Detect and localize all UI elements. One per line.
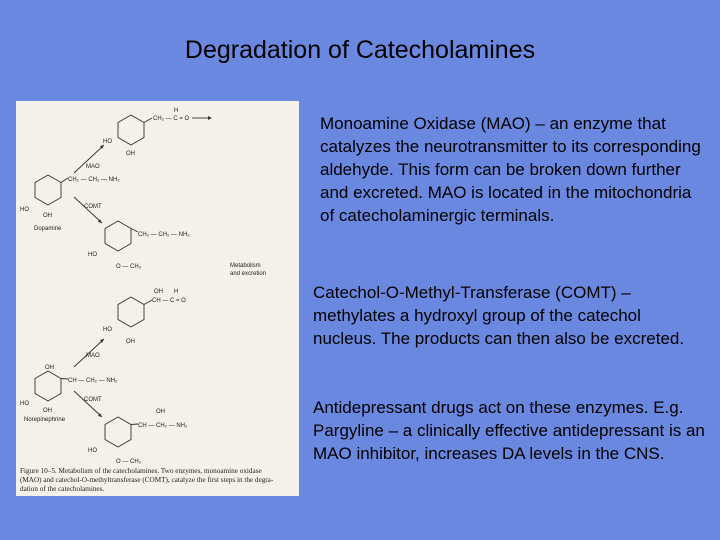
figure-caption-line2: (MAO) and catechol-O-methyltransferase (COMT), catalyze the first steps in the degra- [20, 476, 274, 484]
group-ho-dopamine: HO [20, 207, 29, 213]
group-ho-ne: HO [20, 401, 29, 407]
group-chain-comt-bottom: CH — CH₂ — NH₂ [138, 423, 188, 429]
group-methoxy-top: O — CH₃ [116, 264, 142, 270]
group-ho-top: HO [103, 139, 112, 145]
enzyme-comt-top: COMT [84, 204, 102, 210]
group-oh-ne: OH [43, 408, 52, 414]
paragraph-comt: Catechol-O-Methyl-Transferase (COMT) – methylates a hydroxyl group of the catechol nucleus. The products can then also be excreted. [313, 283, 685, 348]
group-ho-comt-top: HO [88, 252, 97, 258]
group-oh-dopamine: OH [43, 213, 52, 219]
figure-caption-line3: dation of the catecholamines. [20, 485, 105, 493]
group-chain-dopamine: CH₂ — CH₂ — NH₂ [68, 177, 120, 183]
ring-norepinephrine [35, 371, 61, 401]
enzyme-mao-bottom: MAO [86, 353, 100, 359]
group-ho-comt-bottom: HO [88, 448, 97, 454]
group-oh-ne-chain: OH [45, 365, 54, 371]
enzyme-mao-top: MAO [86, 164, 100, 170]
label-norepinephrine: Norepinephrine [24, 417, 66, 423]
metabolism-diagram [16, 101, 299, 496]
group-h-top: H [174, 108, 179, 114]
paragraph-mao: Monoamine Oxidase (MAO) – an enzyme that catalyzes the neurotransmitter to its corresponding aldehyde. This form can be broken down further and excreted. MAO is located in the mitochondria of catecholaminergic terminals. [320, 114, 701, 225]
group-h-bottom: H [174, 289, 179, 295]
group-oh-comt-bottom-chain: OH [156, 409, 165, 415]
group-ho-bottom: HO [103, 327, 112, 333]
excretion-note-line1: Metabolism [230, 263, 261, 269]
slide-title: Degradation of Catecholamines [184, 36, 536, 64]
figure-caption-line1: Figure 10–5. Metabolism of the catecholamines. Two enzymes, monoamine oxidase [20, 467, 262, 475]
ring-comt-top [105, 221, 131, 251]
group-oh-bottom: OH [126, 339, 135, 345]
group-chain-norepinephrine: CH — CH₂ — NH₂ [68, 378, 118, 384]
group-methoxy-bottom: O — CH₃ [116, 459, 142, 465]
group-oh-top: OH [126, 151, 135, 157]
paragraph-antidepressant: Antidepressant drugs act on these enzymes. E.g. Pargyline – a clinically effective antidepressant is an MAO inhibitor, increases DA levels in the CNS. [313, 398, 705, 463]
ring-bottom-aldehyde [118, 297, 144, 327]
label-dopamine: Dopamine [34, 226, 62, 232]
group-chain-comt-top: CH₂ — CH₂ — NH₂ [138, 232, 190, 238]
group-chain-aldehyde-top: CH₂ — C = O [153, 116, 190, 122]
metabolism-figure [16, 101, 299, 496]
enzyme-comt-bottom: COMT [84, 397, 102, 403]
ring-top-aldehyde [118, 115, 144, 145]
excretion-note-line2: and excretion [230, 271, 267, 277]
ring-comt-bottom [105, 417, 131, 447]
ring-dopamine [35, 175, 61, 205]
group-chain-aldehyde-bottom: CH — C = O [152, 298, 186, 304]
group-oh-bottom-chain: OH [154, 289, 163, 295]
